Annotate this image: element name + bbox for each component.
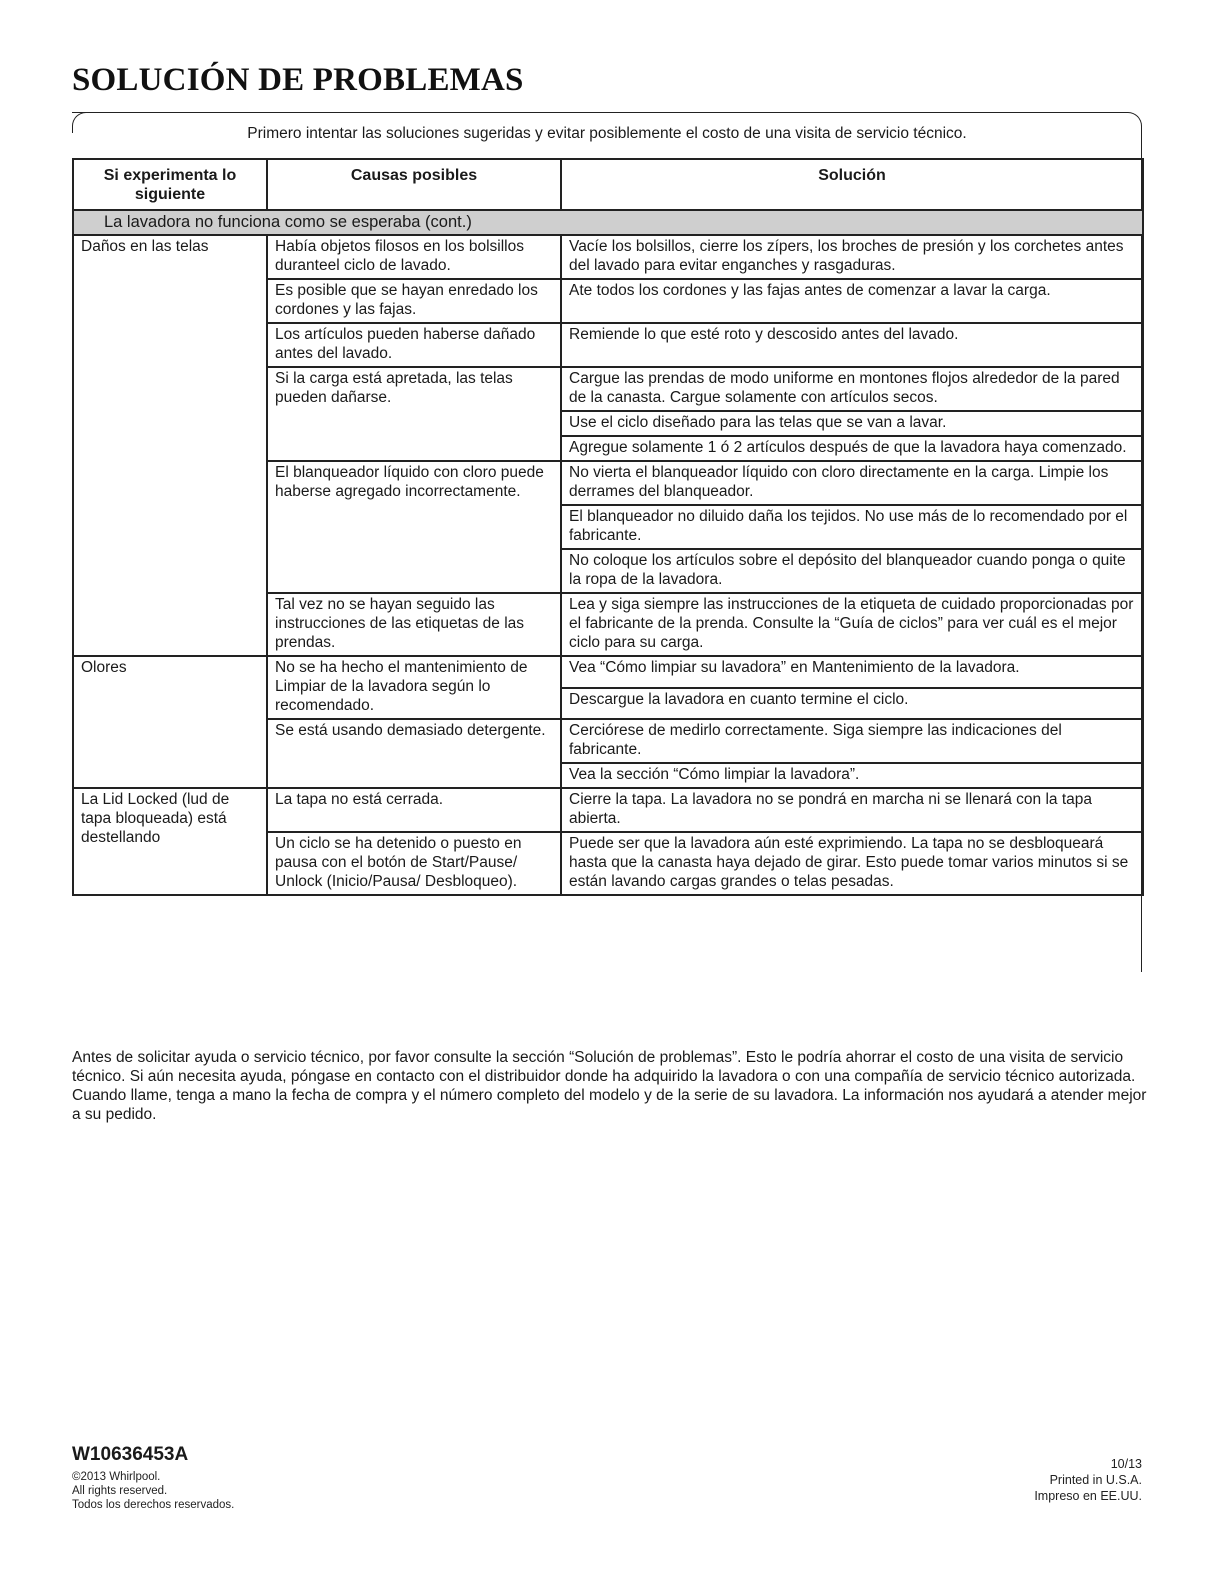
print-date: 10/13 [1110, 1457, 1142, 1471]
rights-line-en: All rights reserved. [72, 1485, 168, 1497]
solution-cell: Cargue las prendas de modo uniforme en montones flojos alrededor de la pared de la canasta. Cargue solamente con artículos secos. [561, 367, 1143, 411]
solution-cell: Ate todos los cordones y las fajas antes de comenzar a lavar la carga. [561, 279, 1143, 323]
cause-cell: Los artículos pueden haberse dañado antes del lavado. [267, 323, 561, 367]
column-header-symptom: Si experimenta lo siguiente [73, 159, 267, 210]
section-band: La lavadora no funciona como se esperaba (cont.) [73, 210, 1143, 235]
solution-cell: No vierta el blanqueador líquido con cloro directamente en la carga. Limpie los derrames del blanqueador. [561, 461, 1143, 505]
section-band-row [73, 210, 1143, 235]
page-title: SOLUCIÓN DE PROBLEMAS [72, 62, 524, 98]
printed-in-en: Printed in U.S.A. [1049, 1473, 1142, 1487]
intro-text: Primero intentar las soluciones sugeridas y evitar posiblemente el costo de una visita de servicio técnico. [247, 125, 967, 142]
solution-cell: Cierre la tapa. La lavadora no se pondrá en marcha ni se llenará con la tapa abierta. [561, 788, 1143, 832]
solution-cell: Use el ciclo diseñado para las telas que se van a lavar. [561, 411, 1143, 436]
rights-line-es: Todos los derechos reservados. [72, 1499, 235, 1511]
cause-cell: El blanqueador líquido con cloro puede haberse agregado incorrectamente. [267, 461, 561, 593]
table-header-row [73, 159, 1143, 210]
table-row [73, 235, 1143, 279]
footer-legal [72, 1470, 234, 1512]
symptom-cell: La Lid Locked (lud de tapa bloqueada) está destellando [73, 788, 267, 895]
cause-cell: Había objetos filosos en los bolsillos duranteel ciclo de lavado. [267, 235, 561, 279]
column-header-solution: Solución [561, 159, 1143, 210]
cause-cell: Tal vez no se hayan seguido las instrucciones de las etiquetas de las prendas. [267, 593, 561, 656]
symptom-cell: Daños en las telas [73, 235, 267, 656]
column-header-cause: Causas posibles [267, 159, 561, 210]
cause-cell: Si la carga está apretada, las telas pueden dañarse. [267, 367, 561, 461]
cause-cell: Se está usando demasiado detergente. [267, 719, 561, 788]
table-row [73, 788, 1143, 832]
table-body [73, 210, 1143, 895]
solution-cell: Descargue la lavadora en cuanto termine el ciclo. [561, 688, 1143, 720]
cause-cell: Un ciclo se ha detenido o puesto en pausa con el botón de Start/Pause/ Unlock (Inicio/Pausa/ Desbloqueo). [267, 832, 561, 895]
cause-cell: Es posible que se hayan enredado los cordones y las fajas. [267, 279, 561, 323]
troubleshooting-table [72, 158, 1144, 896]
closing-paragraph: Antes de solicitar ayuda o servicio técnico, por favor consulte la sección “Solución de problemas”. Esto le podría ahorrar el costo de una visita de servicio técnico. Si aún necesita ayuda, póngase en contacto con el distribuidor donde ha adquirido la lavadora o con una compañía de servicio técnico autorizada. Cuando llame, tenga a mano la fecha de compra y el número completo del modelo y de la serie de su lavadora. La información nos ayudará a atender mejor a su pedido. [72, 1049, 1147, 1123]
footer-print-info [1034, 1456, 1142, 1504]
solution-cell: Vacíe los bolsillos, cierre los zípers, los broches de presión y los corchetes antes del lavado para evitar enganches y rasgaduras. [561, 235, 1143, 279]
solution-cell: Vea la sección “Cómo limpiar la lavadora”. [561, 763, 1143, 788]
document-code: W10636453A [72, 1444, 189, 1465]
printed-in-es: Impreso en EE.UU. [1034, 1489, 1142, 1503]
solution-cell: Vea “Cómo limpiar su lavadora” en Mantenimiento de la lavadora. [561, 656, 1143, 688]
copyright-line: ©2013 Whirlpool. [72, 1471, 161, 1483]
solution-cell: Agregue solamente 1 ó 2 artículos después de que la lavadora haya comenzado. [561, 436, 1143, 461]
solution-cell: Puede ser que la lavadora aún esté exprimiendo. La tapa no se desbloqueará hasta que la canasta haya dejado de girar. Esto puede tomar varios minutos si se están lavando cargas grandes o telas pesadas. [561, 832, 1143, 895]
solution-cell: Remiende lo que esté roto y descosido antes del lavado. [561, 323, 1143, 367]
table-row [73, 656, 1143, 688]
symptom-cell: Olores [73, 656, 267, 788]
cause-cell: No se ha hecho el mantenimiento de Limpiar de la lavadora según lo recomendado. [267, 656, 561, 719]
solution-cell: No coloque los artículos sobre el depósito del blanqueador cuando ponga o quite la ropa de la lavadora. [561, 549, 1143, 593]
solution-cell: El blanqueador no diluido daña los tejidos. No use más de lo recomendado por el fabricante. [561, 505, 1143, 549]
cause-cell: La tapa no está cerrada. [267, 788, 561, 832]
solution-cell: Lea y siga siempre las instrucciones de la etiqueta de cuidado proporcionadas por el fabricante de la prenda. Consulte la “Guía de ciclos” para ver cuál es el mejor ciclo para su carga. [561, 593, 1143, 656]
solution-cell: Cerciórese de medirlo correctamente. Siga siempre las indicaciones del fabricante. [561, 719, 1143, 763]
